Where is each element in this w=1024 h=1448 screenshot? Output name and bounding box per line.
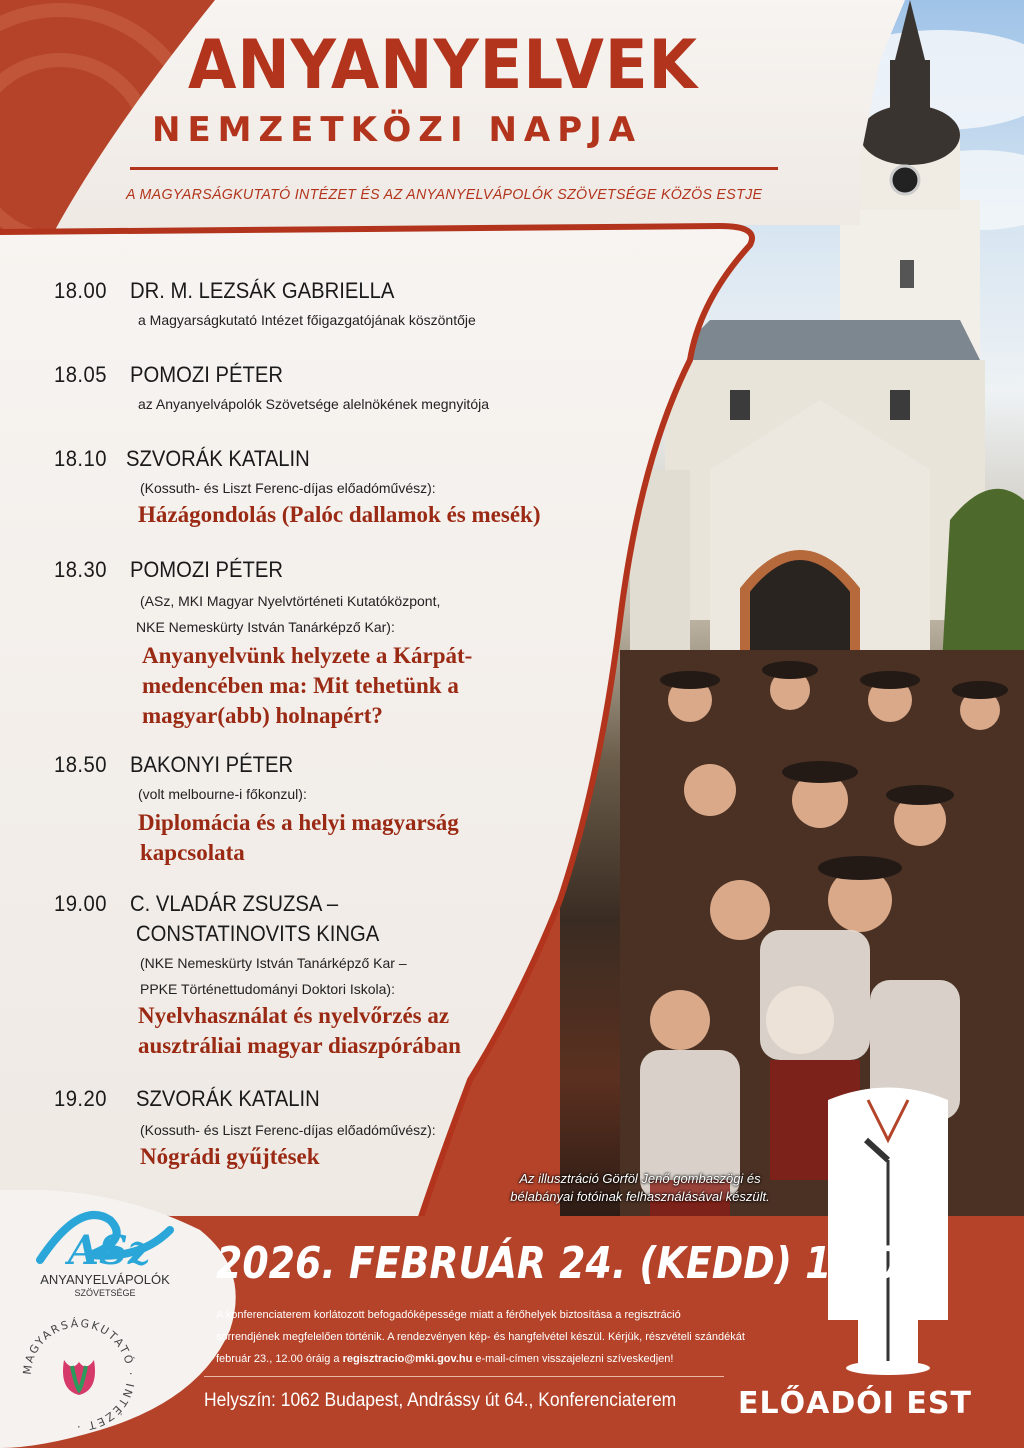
event-subtitle: NEMZETKÖZI NAPJA [152, 110, 643, 150]
talk-title: Diplomácia és a helyi magyarság [138, 810, 459, 835]
program-time: 18.30 [54, 557, 107, 582]
program-speaker: SZVORÁK KATALIN [126, 446, 310, 471]
asz-logo-icon [20, 1200, 190, 1272]
program-note: (Kossuth- és Liszt Ferenc-díjas előadóművész): [140, 480, 436, 496]
program-note: PPKE Történettudományi Doktori Iskola): [140, 981, 395, 997]
talk-title: magyar(abb) holnapért? [142, 703, 383, 728]
title-divider [130, 167, 778, 170]
program-time: 19.00 [54, 891, 107, 916]
program-note: NKE Nemeskürty István Tanárképző Kar): [136, 619, 395, 635]
event-date: 2026. FEBRUÁR 24. (KEDD) 18:00 [216, 1238, 926, 1289]
asz-logo-name: ANYANYELVÁPOLÓK [40, 1272, 170, 1287]
photo-credit [470, 1170, 810, 1206]
venue-text: Helyszín: 1062 Budapest, Andrássy út 64., Konferenciaterem [204, 1390, 677, 1411]
program-speaker-second: CONSTATINOVITS KINGA [136, 921, 380, 946]
program-note: (volt melbourne-i főkonzul): [138, 786, 307, 802]
talk-title: kapcsolata [140, 840, 245, 865]
program-time: 18.05 [54, 362, 107, 387]
organizers-tagline: A MAGYARSÁGKUTATÓ INTÉZET ÉS AZ ANYANYELVÁPOLÓK SZÖVETSÉGE KÖZÖS ESTJE [126, 186, 763, 203]
registration-info [216, 1304, 776, 1370]
program-time: 18.10 [54, 446, 107, 471]
speaker-silhouette-icon [808, 1080, 968, 1380]
program-speaker: BAKONYI PÉTER [130, 752, 294, 777]
program-note: (ASz, MKI Magyar Nyelvtörténeti Kutatóközpont, [140, 593, 441, 609]
talk-title: Nógrádi gyűjtések [140, 1144, 320, 1169]
anyanyelvapolok-logo [20, 1200, 190, 1310]
info-line: A konferenciaterem korlátozott befogadóképessége miatt a férőhelyek biztosítása a regisztráció [216, 1309, 681, 1321]
svg-text:ASz: ASz [68, 1227, 151, 1272]
talk-title: Anyanyelvünk helyzete a Kárpát- [142, 643, 473, 668]
program-note: (Kossuth- és Liszt Ferenc-díjas előadóművész): [140, 1122, 436, 1138]
svg-text:MAGYARSÁGKUTATÓ · INTÉZET ·: MAGYARSÁGKUTATÓ · INTÉZET · [20, 1316, 138, 1434]
talk-title: medencében ma: Mit tehetünk a [142, 673, 459, 698]
program-note: (NKE Nemeskürty István Tanárképző Kar – [140, 955, 407, 971]
program-speaker: C. VLADÁR ZSUZSA – [130, 891, 339, 916]
registration-email-link[interactable]: regisztracio@mki.gov.hu [342, 1353, 473, 1365]
mki-seal-icon [14, 1310, 144, 1440]
program-speaker: DR. M. LEZSÁK GABRIELLA [130, 278, 395, 303]
program-note: az Anyanyelvápolók Szövetsége alelnökének megnyitója [138, 396, 490, 412]
program-time: 18.00 [54, 278, 107, 303]
magyarsagkutato-intezet-logo [14, 1310, 144, 1440]
talk-title: ausztráliai magyar diaszpórában [138, 1033, 461, 1058]
info-line: sorrendjének megfelelően történik. A rendezvényen kép- és hangfelvétel készül. Kérjük, részvételi szándékát [216, 1331, 745, 1343]
talk-title: Házágondolás (Palóc dallamok és mesék) [138, 502, 541, 527]
talk-title: Nyelvhasználat és nyelvőrzés az [138, 1003, 450, 1028]
info-line: február 23., 12.00 óráig a regisztracio@mki.gov.hu e-mail-címen visszajelezni szíveskedjen! [216, 1353, 674, 1365]
event-title: ANYANYELVEK [188, 26, 698, 105]
event-type-label: ELŐADÓI EST [738, 1386, 972, 1421]
program-speaker: SZVORÁK KATALIN [136, 1086, 320, 1111]
program-time: 18.50 [54, 752, 107, 777]
program-time: 19.20 [54, 1086, 107, 1111]
program-speaker: POMOZI PÉTER [130, 362, 283, 387]
photo-credit-line: bélabányai fotóinak felhasználásával készült. [510, 1189, 770, 1205]
venue-divider [204, 1376, 724, 1377]
program-note: a Magyarságkutató Intézet főigazgatójának köszöntője [138, 312, 476, 328]
asz-logo-sub: SZÖVETSÉGE [74, 1288, 136, 1298]
program-speaker: POMOZI PÉTER [130, 557, 283, 582]
photo-credit-line: Az illusztráció Görföl Jenő gombaszögi és [519, 1171, 761, 1186]
